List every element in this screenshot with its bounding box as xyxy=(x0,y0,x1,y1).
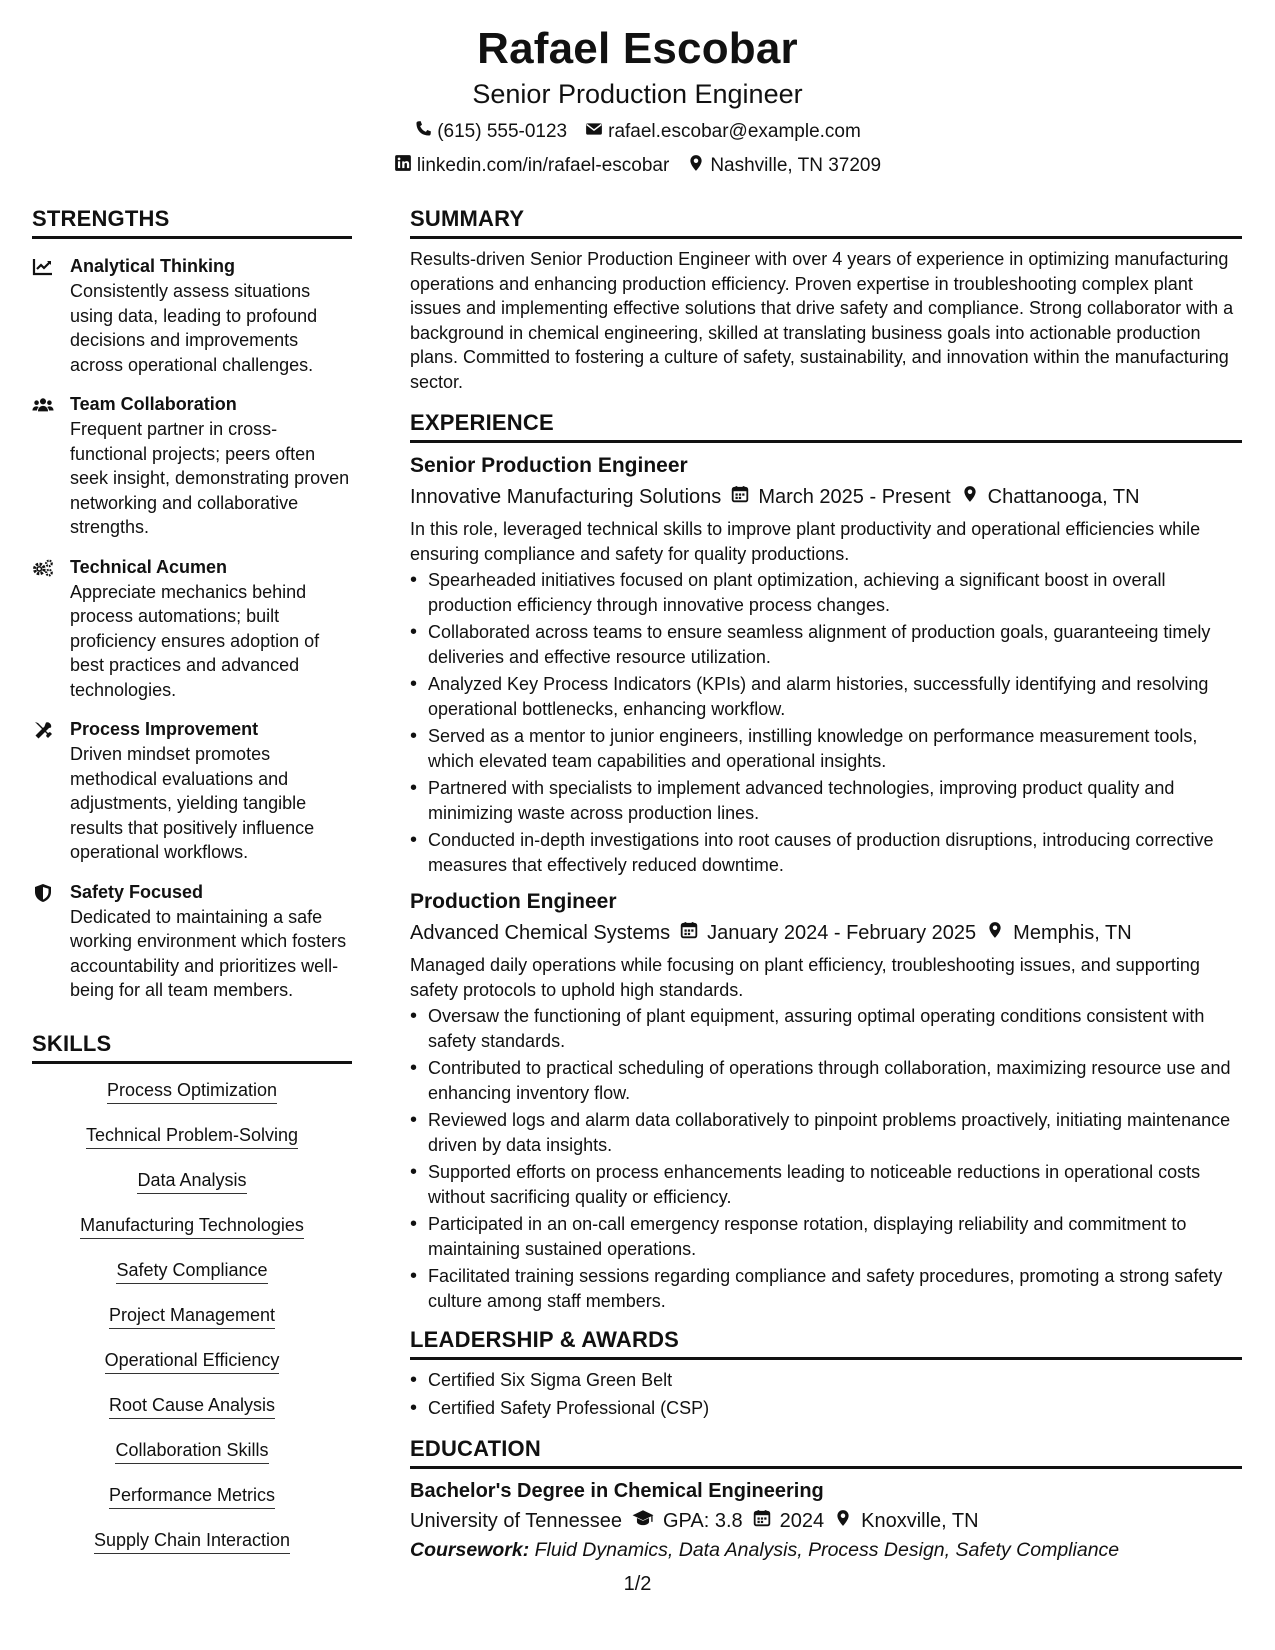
summary-text: Results-driven Senior Production Engineer with over 4 years of experience in optimizing manufacturing operations and enhancing production efficiency. Proven expertise in troubleshooting complex plant issues and implementing effective solutions that drive safety and compliance. Strong collaborator with a background in chemical engineering, skilled at translating business goals into actionable production plans. Committed to fostering a culture of safety, sustainability, and innovation within the manufacturing sector. xyxy=(410,249,1234,392)
school-name: University of Tennessee xyxy=(410,1510,622,1532)
phone-icon xyxy=(414,120,432,144)
job-dates xyxy=(731,485,950,509)
job-meta xyxy=(410,921,1242,945)
calendar-icon xyxy=(753,1509,771,1533)
linkedin-text: linkedin.com/in/rafael-escobar xyxy=(416,155,670,176)
coursework-label: Coursework: xyxy=(410,1539,530,1561)
skill-tag: Supply Chain Interaction xyxy=(94,1528,290,1554)
list-item: • Collaborated across teams to ensure seamless alignment of production goals, guaranteeing timely deliveries and effective resource utilization. xyxy=(410,620,1242,669)
job-entry xyxy=(410,889,1242,1313)
map-pin-icon xyxy=(961,485,979,509)
list-item: • Participated in an on-call emergency response rotation, displaying reliability and commitment to maintaining sustained operations. xyxy=(410,1212,1242,1261)
skill-tag: Root Cause Analysis xyxy=(109,1393,275,1419)
strength-desc: Appreciate mechanics behind process automations; built proficiency ensures adoption of best practices and advanced technologies. xyxy=(70,581,320,700)
strength-name: Safety Focused xyxy=(70,881,204,902)
list-item: • Spearheaded initiatives focused on plant optimization, achieving a significant boost in overall production efficiency through innovative process changes. xyxy=(410,568,1242,617)
year-text: 2024 xyxy=(779,1510,825,1532)
skill-tag: Safety Compliance xyxy=(116,1258,267,1284)
gears-icon xyxy=(32,556,70,703)
map-pin-icon xyxy=(834,1509,852,1533)
phone-text: (615) 555-0123 xyxy=(437,121,568,142)
education-gpa xyxy=(632,1509,743,1533)
strength-item xyxy=(32,718,352,865)
list-item: • Conducted in-depth investigations into root causes of production disruptions, introducing corrective measures that effectively reduced downtime. xyxy=(410,828,1242,877)
job-bullets xyxy=(410,1004,1242,1313)
job-dates xyxy=(680,921,976,945)
job-description: In this role, leveraged technical skills to improve plant productivity and operational efficiencies while ensuring compliance and safety for quality productions. xyxy=(410,519,1201,564)
education-heading: EDUCATION xyxy=(410,1436,1242,1469)
map-pin-icon xyxy=(986,921,1004,945)
coursework xyxy=(410,1537,1242,1563)
list-item: • Certified Safety Professional (CSP) xyxy=(410,1396,1242,1421)
company-name: Innovative Manufacturing Solutions xyxy=(410,486,722,508)
graduation-cap-icon xyxy=(632,1509,654,1533)
contact-phone xyxy=(414,120,567,144)
education-meta xyxy=(410,1509,1242,1533)
location-text: Knoxville, TN xyxy=(861,1510,979,1532)
strength-desc: Dedicated to maintaining a safe working environment which fosters accountability and prioritizes well-being for all team members. xyxy=(70,906,347,1000)
gpa-text: GPA: 3.8 xyxy=(662,1510,743,1532)
calendar-icon xyxy=(680,921,698,945)
strengths-heading: STRENGTHS xyxy=(32,206,352,239)
job-description: Managed daily operations while focusing on plant efficiency, troubleshooting issues, and supporting safety protocols to uphold high standards. xyxy=(410,955,1200,1000)
skill-tag: Process Optimization xyxy=(107,1078,277,1104)
coursework-text: Fluid Dynamics, Data Analysis, Process Design, Safety Compliance xyxy=(534,1539,1120,1561)
job-entry xyxy=(410,453,1242,877)
skill-tag: Project Management xyxy=(109,1303,275,1329)
strength-name: Process Improvement xyxy=(70,719,259,739)
contact-row-1 xyxy=(0,120,1275,144)
list-item: • Served as a mentor to junior engineers, instilling knowledge on performance measurement tools, which elevated team capabilities and operational insights. xyxy=(410,724,1242,773)
company-name: Advanced Chemical Systems xyxy=(410,922,671,944)
map-pin-icon xyxy=(687,154,705,178)
users-icon xyxy=(32,393,70,540)
leadership-list xyxy=(410,1368,1242,1420)
skill-tag: Data Analysis xyxy=(137,1168,246,1194)
left-column xyxy=(32,206,352,1573)
strength-item xyxy=(32,255,352,377)
strength-item xyxy=(32,556,352,703)
contact-linkedin[interactable] xyxy=(394,154,669,178)
list-item: • Oversaw the functioning of plant equipment, assuring optimal operating conditions consistent with safety standards. xyxy=(410,1004,1242,1053)
dates-text: January 2024 - February 2025 xyxy=(707,922,977,944)
list-item: • Analyzed Key Process Indicators (KPIs) and alarm histories, successfully identifying and resolving operational bottlenecks, enhancing workflow. xyxy=(410,672,1242,721)
candidate-title: Senior Production Engineer xyxy=(472,79,803,109)
candidate-name: Rafael Escobar xyxy=(477,24,798,73)
list-item: • Reviewed logs and alarm data collaboratively to pinpoint problems proactively, initiating maintenance driven by data insights. xyxy=(410,1108,1242,1157)
shield-icon xyxy=(32,881,70,1003)
leadership-heading: LEADERSHIP & AWARDS xyxy=(410,1327,1242,1360)
skill-tag: Operational Efficiency xyxy=(105,1348,280,1374)
education-location xyxy=(834,1509,978,1533)
skills-heading: SKILLS xyxy=(32,1031,352,1064)
right-column xyxy=(410,206,1242,1563)
job-bullets xyxy=(410,568,1242,877)
tools-icon xyxy=(32,718,70,865)
dates-text: March 2025 - Present xyxy=(758,486,951,508)
calendar-icon xyxy=(731,485,749,509)
list-item: • Certified Six Sigma Green Belt xyxy=(410,1368,1242,1393)
contact-location xyxy=(687,154,881,178)
strength-desc: Frequent partner in cross-functional projects; peers often seek insight, demonstrating proven networking and collaborative strengths. xyxy=(70,419,350,537)
skill-tag: Manufacturing Technologies xyxy=(80,1213,304,1239)
strength-name: Technical Acumen xyxy=(70,556,228,577)
resume-header xyxy=(0,22,1275,178)
job-title: Senior Production Engineer xyxy=(410,454,688,477)
location-text: Nashville, TN 37209 xyxy=(710,155,882,176)
job-location xyxy=(961,485,1140,509)
education-year xyxy=(753,1509,825,1533)
page-number: 1/2 xyxy=(623,1573,652,1595)
location-text: Chattanooga, TN xyxy=(987,486,1140,508)
summary-heading: SUMMARY xyxy=(410,206,1242,239)
strength-item xyxy=(32,881,352,1003)
location-text: Memphis, TN xyxy=(1013,922,1132,944)
skill-tag: Collaboration Skills xyxy=(115,1438,268,1464)
degree-title: Bachelor's Degree in Chemical Engineering xyxy=(410,1480,824,1502)
job-title: Production Engineer xyxy=(410,890,617,913)
linkedin-icon xyxy=(394,154,412,178)
chart-line-icon xyxy=(32,255,70,377)
list-item: • Facilitated training sessions regarding compliance and safety procedures, promoting a strong safety culture among staff members. xyxy=(410,1264,1242,1313)
envelope-icon xyxy=(585,120,603,144)
job-meta xyxy=(410,485,1242,509)
list-item: • Partnered with specialists to implement advanced technologies, improving product quality and minimizing waste across production lines. xyxy=(410,776,1242,825)
skill-tag: Technical Problem-Solving xyxy=(86,1123,298,1149)
email-text: rafael.escobar@example.com xyxy=(608,121,861,142)
experience-heading: EXPERIENCE xyxy=(410,410,1242,443)
skills-list xyxy=(32,1078,352,1573)
strength-desc: Consistently assess situations using data, leading to profound decisions and improvements across operational challenges. xyxy=(70,281,318,375)
list-item: • Supported efforts on process enhancements leading to noticeable reductions in operational costs without sacrificing quality or efficiency. xyxy=(410,1160,1242,1209)
skill-tag: Performance Metrics xyxy=(109,1483,275,1509)
strength-name: Team Collaboration xyxy=(70,394,237,414)
strength-name: Analytical Thinking xyxy=(70,256,236,276)
contact-email[interactable] xyxy=(585,120,861,144)
strength-item xyxy=(32,393,352,540)
job-location xyxy=(986,921,1132,945)
strength-desc: Driven mindset promotes methodical evaluations and adjustments, yielding tangible results that positively influence operational workflows. xyxy=(70,744,315,862)
list-item: • Contributed to practical scheduling of operations through collaboration, maximizing resource use and enhancing inventory flow. xyxy=(410,1056,1242,1105)
contact-row-2 xyxy=(0,154,1275,178)
